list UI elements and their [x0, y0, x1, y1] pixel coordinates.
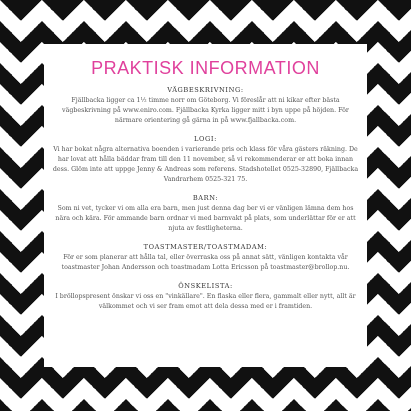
- section-heading: BARN:: [192, 194, 219, 202]
- info-card: [44, 44, 367, 367]
- section-body: Fjällbacka ligger ca 1½ timme norr om Göteborg. Vi föreslår att ni kikar efter bästa vägbeskrivning på www.eniro.com. Fjällbacka Kyrka ligger mitt i byn uppe på höjden. För närmare orientering gå gärna in på www.fjallbacka.com.: [62, 97, 349, 124]
- section-heading: VÄGBESKRIVNING:: [167, 86, 244, 94]
- section-body: Vi har bokat några alternativa boenden i varierande pris och klass för våra gästers räkning. De har lovat att hålla bäddar fram till den 11 november, så vi rekommenderar er att boka innan dess. Glöm inte att uppge Jenny & Andreas som referens. Stadshotellet 0525-32890, Fjällbacka Vandrarhem 0525-321 75.: [52, 146, 359, 183]
- section-lodging: [50, 135, 361, 185]
- section-heading: LOGI:: [194, 135, 217, 143]
- page-title: PRAKTISK INFORMATION: [91, 58, 320, 78]
- section-body: För er som planerar att hålla tal, eller överraska oss på annat sätt, vänligen kontakta vår toastmaster Johan Andersson och toastmadam Lotta Ericsson på toastmaster@brollop.nu.: [61, 254, 350, 271]
- section-directions: [50, 86, 361, 126]
- section-body: Som ni vet, tycker vi om alla era barn, men just denna dag ber vi er vänligen lämna dem hos nära och kära. För ammande barn ordnar vi med barnvakt på plats, som underlättar för er att njuta av festligheterna.: [55, 205, 356, 232]
- section-heading: TOASTMASTER/TOASTMADAM:: [143, 243, 268, 251]
- section-wishlist: [50, 282, 361, 312]
- section-toastmaster: [50, 243, 361, 273]
- section-body: I bröllopspresent önskar vi oss en "vinkällare". En flaska eller flera, gammalt eller nytt, allt är välkommet och vi ser fram emot att dela dessa med er i framtiden.: [55, 293, 356, 310]
- section-heading: ÖNSKELISTA:: [178, 282, 233, 290]
- section-children: [50, 194, 361, 234]
